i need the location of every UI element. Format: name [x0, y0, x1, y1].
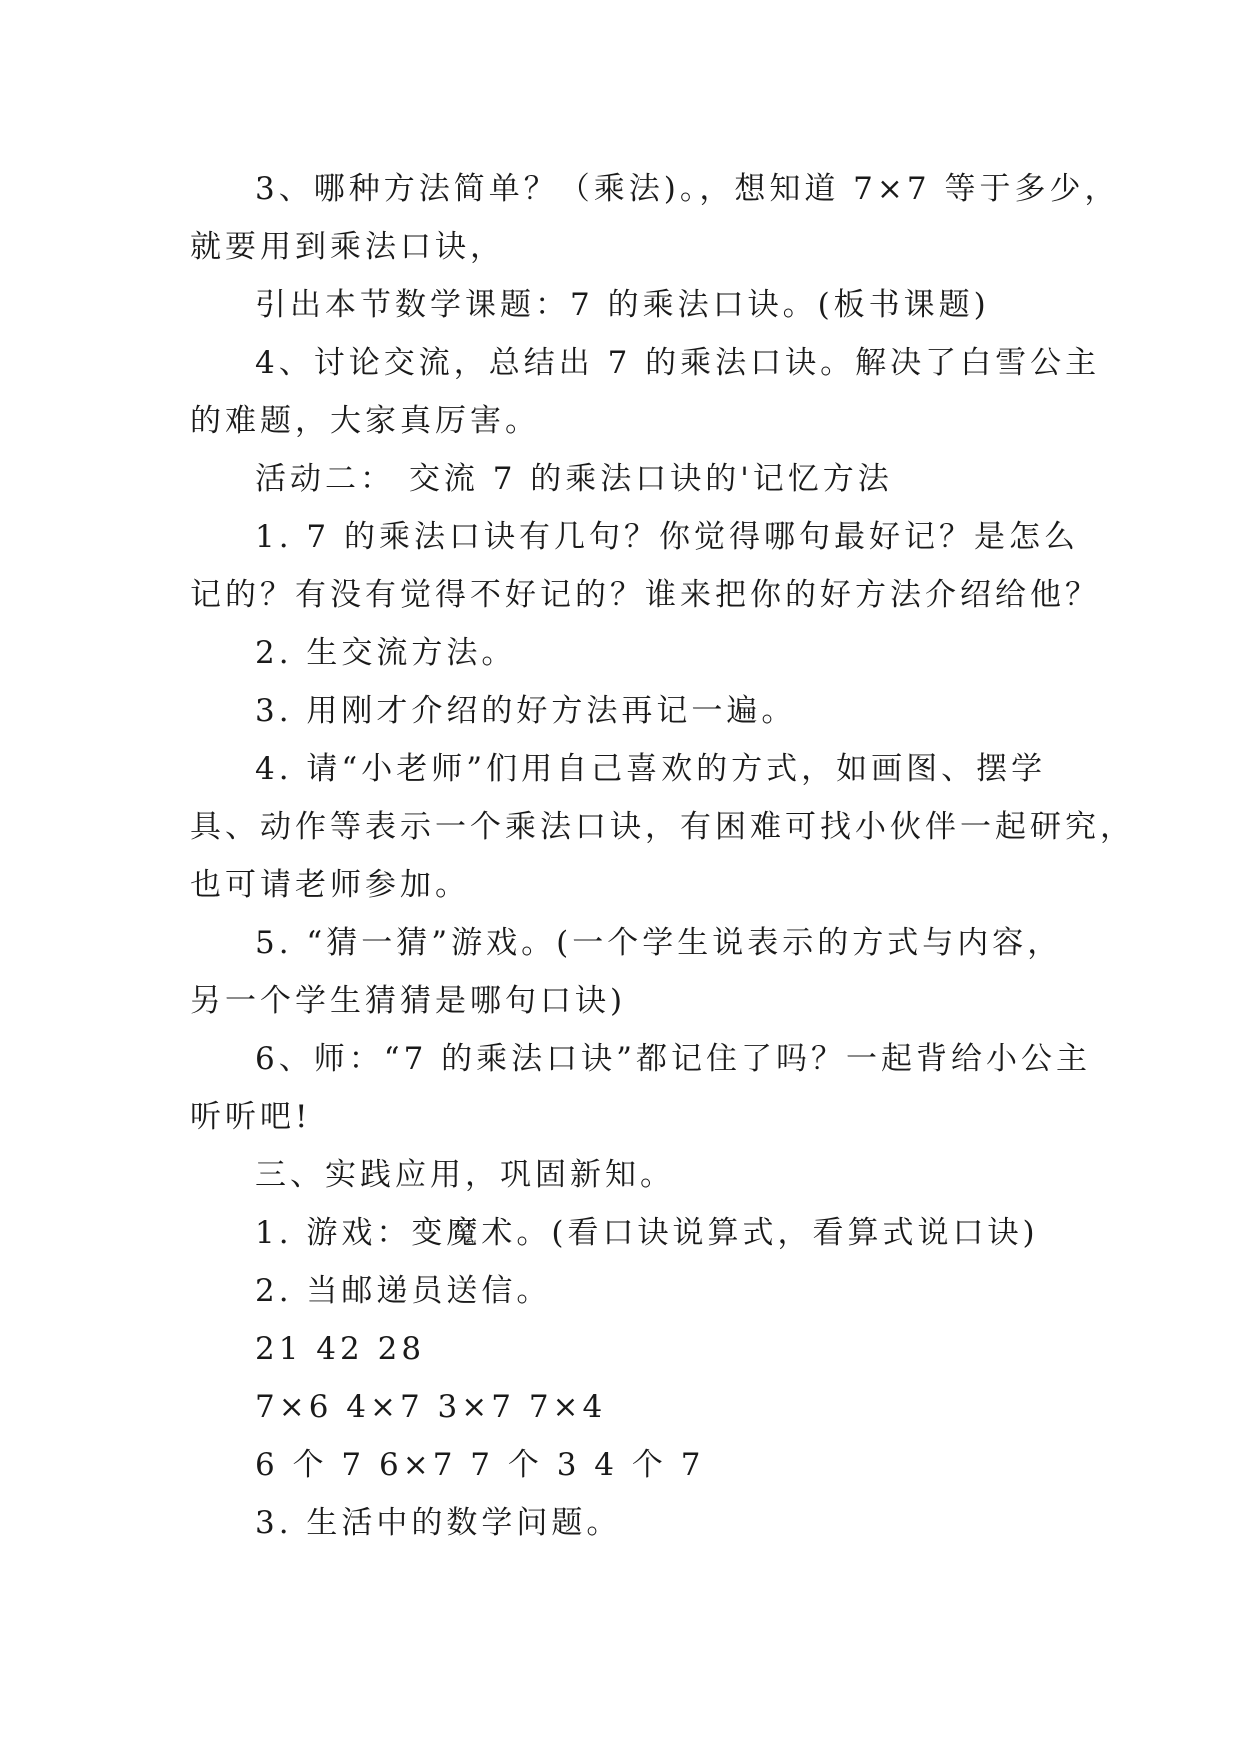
section-heading: 活动二： 交流 7 的乘法口诀的'记忆方法	[255, 461, 893, 497]
text-line: 21 42 28	[255, 1331, 426, 1367]
text-line: 3、哪种方法简单？（乘法)。，想知道 7×7 等于多少，	[255, 171, 1120, 207]
text-line: 1. 7 的乘法口诀有几句？你觉得哪句最好记？是怎么	[255, 519, 1080, 555]
text-line: 6 个 7 6×7 7 个 3 4 个 7	[255, 1447, 705, 1483]
section-heading: 三、实践应用，巩固新知。	[255, 1157, 675, 1193]
text-line: 就要用到乘法口诀，	[190, 229, 505, 265]
text-line: 另一个学生猜猜是哪句口诀)	[190, 983, 627, 1019]
text-line: 也可请老师参加。	[190, 867, 470, 903]
text-line: 3. 用刚才介绍的好方法再记一遍。	[255, 693, 797, 729]
text-line: 5. “猜一猜”游戏。(一个学生说表示的方式与内容，	[255, 925, 1063, 961]
text-line: 2. 当邮递员送信。	[255, 1273, 552, 1309]
text-line: 7×6 4×7 3×7 7×4	[255, 1389, 607, 1425]
text-line: 6、师：“7 的乘法口诀”都记住了吗？一起背给小公主	[255, 1041, 1091, 1077]
text-line: 1. 游戏：变魔术。(看口诀说算式，看算式说口诀)	[255, 1215, 1039, 1251]
text-line: 听听吧!	[190, 1099, 312, 1135]
text-line: 2. 生交流方法。	[255, 635, 517, 671]
text-line: 具、动作等表示一个乘法口诀，有困难可找小伙伴一起研究，	[190, 809, 1135, 845]
text-line: 4. 请“小老师”们用自己喜欢的方式，如画图、摆学	[255, 751, 1047, 787]
text-line: 引出本节数学课题：7 的乘法口诀。(板书课题)	[255, 287, 990, 323]
text-line: 的难题，大家真厉害。	[190, 403, 540, 439]
document-body	[190, 160, 1135, 1552]
text-line: 4、讨论交流，总结出 7 的乘法口诀。解决了白雪公主	[255, 345, 1101, 381]
text-line: 3. 生活中的数学问题。	[255, 1505, 622, 1541]
text-line: 记的？有没有觉得不好记的？谁来把你的好方法介绍给他？	[190, 577, 1100, 613]
